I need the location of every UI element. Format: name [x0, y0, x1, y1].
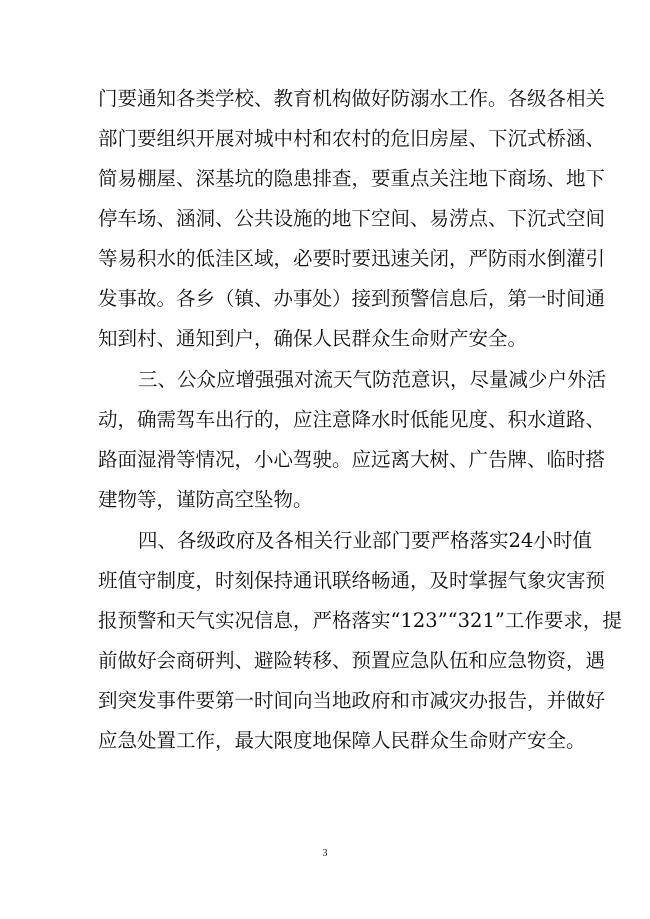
paragraph-line: 简易棚屋、深基坑的隐患排查，要重点关注地下商场、地下	[98, 167, 606, 190]
paragraph-line: 三、公众应增强强对流天气防范意识，尽量减少户外活	[138, 368, 607, 391]
paragraph-line: 前做好会商研判、避险转移、预置应急队伍和应急物资，遇	[98, 649, 606, 672]
paragraph-line: 路面湿滑等情况，小心驾驶。应远离大树、广告牌、临时搭	[98, 448, 606, 471]
paragraph-line: 应急处置工作，最大限度地保障人民群众生命财产安全。	[98, 729, 586, 752]
paragraph-line: 动，确需驾车出行的，应注意降水时低能见度、积水道路、	[98, 408, 606, 431]
paragraph-line: 停车场、涵洞、公共设施的地下空间、易涝点、下沉式空间	[98, 207, 606, 230]
paragraph-line: 等易积水的低洼区域，必要时要迅速关闭，严防雨水倒灌引	[98, 247, 606, 270]
paragraph-line: 建物等，谨防高空坠物。	[98, 488, 313, 511]
paragraph-line: 报预警和天气实况信息，严格落实“123”“321”工作要求，提	[98, 609, 622, 632]
paragraph-line: 发事故。各乡（镇、办事处）接到预警信息后，第一时间通	[98, 287, 606, 310]
paragraph-line: 知到村、通知到户，确保人民群众生命财产安全。	[98, 327, 528, 350]
paragraph-line: 班值守制度，时刻保持通讯联络畅通，及时掌握气象灾害预	[98, 569, 606, 592]
paragraph-line: 到突发事件要第一时间向当地政府和市减灾办报告，并做好	[98, 689, 606, 712]
paragraph-line: 部门要组织开展对城中村和农村的危旧房屋、下沉式桥涵、	[98, 127, 606, 150]
paragraph-line: 门要通知各类学校、教育机构做好防溺水工作。各级各相关	[98, 87, 606, 110]
page-number: 3	[322, 848, 328, 859]
paragraph-line: 四、各级政府及各相关行业部门要严格落实24小时值	[138, 529, 592, 552]
